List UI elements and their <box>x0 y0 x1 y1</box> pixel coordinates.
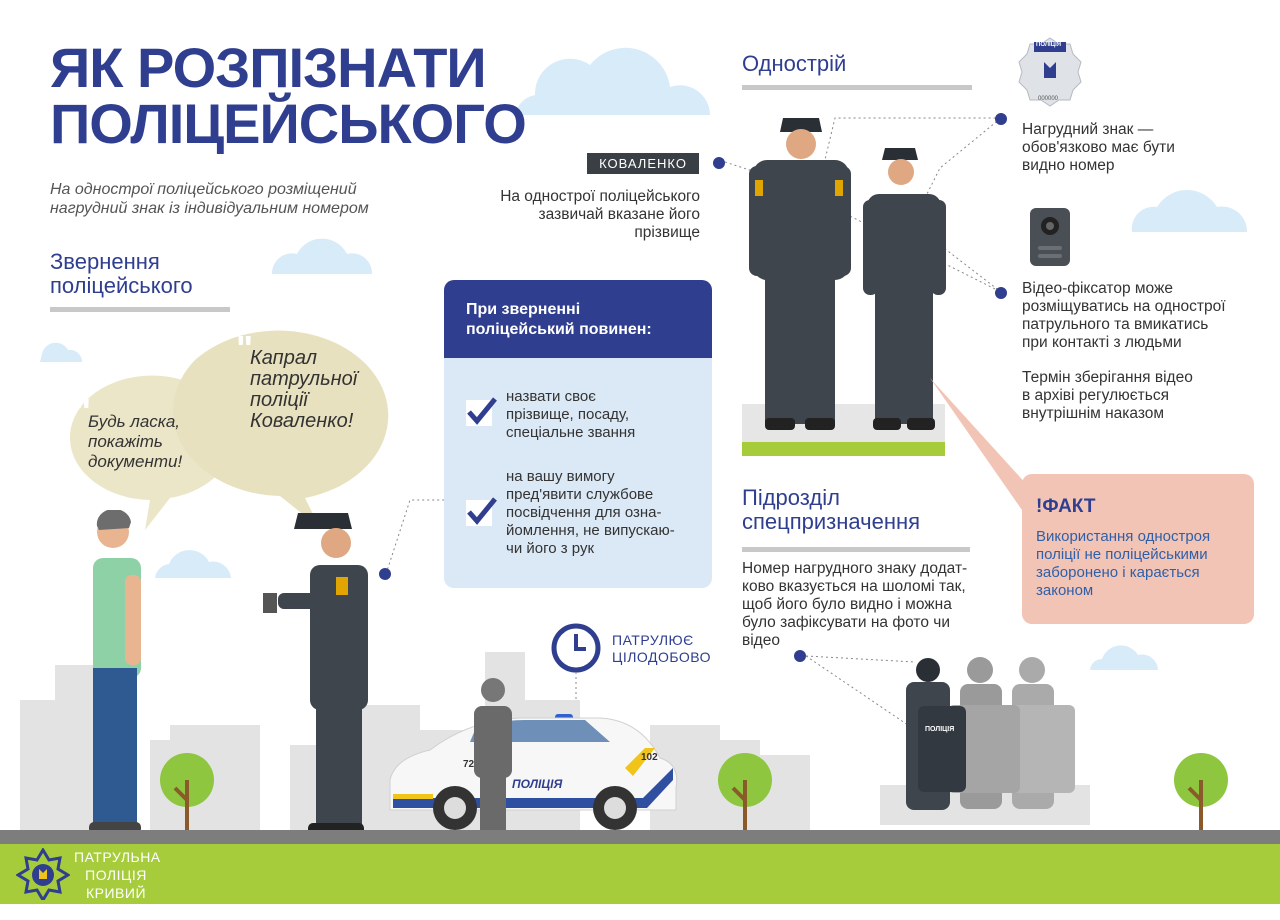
duty-1-line1: назвати своє <box>506 388 596 405</box>
duty-item-1 <box>506 388 702 442</box>
footer-line3: КРИВИЙ РІГ <box>85 885 147 919</box>
fact-pointer <box>928 376 1028 516</box>
police-star-logo-icon <box>16 848 70 900</box>
storage-note-line3: внутрішнім наказом <box>1022 405 1165 422</box>
tree-icon <box>1172 752 1230 832</box>
connector-line <box>380 490 450 580</box>
tree-icon <box>716 752 774 832</box>
special-note-line4: було зафіксувати на фото чи <box>742 614 950 631</box>
badge-note-line2: обов'язково має бути <box>1022 139 1175 156</box>
special-note-line1: Номер нагрудного знаку додат- <box>742 560 968 577</box>
citizen-figure <box>85 510 165 840</box>
ground-strip <box>0 830 1280 844</box>
badge-top-text: ПОЛІЦІЯ <box>1036 42 1062 48</box>
officer-line1: Капрал <box>250 347 317 369</box>
duties-panel-body <box>444 358 712 588</box>
fact-body <box>1036 528 1240 600</box>
patrol-label <box>612 632 711 666</box>
appeal-section-title <box>50 250 193 298</box>
duty-2-line5: чи його з рук <box>506 540 595 557</box>
panel-head-line1: При зверненні <box>466 301 581 318</box>
intro-text: На однострої поліцейського розміщений нагрудний знак із індивідуальним номером <box>50 181 369 217</box>
duty-1-line3: спеціальне звання <box>506 424 636 441</box>
patrol-line2: ЦІЛОДОБОВО <box>612 649 712 665</box>
shield-label: ПОЛІЦІЯ <box>925 726 955 733</box>
duty-item-2 <box>506 468 702 558</box>
fact-line2: поліції не поліцейськими <box>1036 546 1208 563</box>
checkbox-icon <box>466 500 492 526</box>
special-title-line2: спецпризначення <box>742 509 921 534</box>
duty-2-line1: на вашу вимогу <box>506 468 615 485</box>
car-number-left: 72 <box>463 759 475 770</box>
officer-line2: патрульної <box>250 368 358 390</box>
special-note <box>742 560 1002 650</box>
body-camera-icon <box>1028 206 1072 268</box>
special-note-line2: ково вказується на шоломі так, <box>742 578 966 595</box>
camera-note-line1: Відео-фіксатор може <box>1022 280 1173 297</box>
tree-icon <box>158 752 216 832</box>
camera-note-line3: патрульного та вмикатись <box>1022 316 1209 333</box>
uniform-section-title: Однострій <box>742 51 847 76</box>
footer-line2: ПОЛІЦІЯ <box>85 867 147 883</box>
page-title-line2: ПОЛІЦЕЙСЬКОГО <box>50 92 526 155</box>
car-label: ПОЛІЦІЯ <box>512 777 563 791</box>
camera-dot <box>995 287 1007 299</box>
officer-silhouette <box>468 676 518 836</box>
car-number-right: 102 <box>641 752 658 763</box>
appeal-title-line1: Звернення <box>50 249 160 274</box>
special-note-line5: відео <box>742 632 780 649</box>
page-title <box>50 36 526 155</box>
fact-line4: законом <box>1036 582 1094 599</box>
name-tag-dot <box>713 157 725 169</box>
badge-note-line1: Нагрудний знак — <box>1022 121 1154 138</box>
officer-line4: Коваленко! <box>250 410 354 432</box>
clock-icon <box>550 622 602 704</box>
officer-line3: поліції <box>250 389 308 411</box>
special-divider <box>742 547 970 552</box>
citizen-line2: покажіть <box>88 432 163 451</box>
duty-2-line3: посвідчення для озна- <box>506 504 662 521</box>
footer-text <box>74 848 161 920</box>
special-title-line1: Підрозділ <box>742 485 840 510</box>
duties-panel-header <box>444 280 712 358</box>
fact-box <box>1022 474 1254 624</box>
special-section-title <box>742 486 920 534</box>
fact-line1: Використання одностроя <box>1036 528 1211 545</box>
badge-dot <box>995 113 1007 125</box>
name-note <box>470 188 700 242</box>
special-unit-figures <box>800 650 1090 820</box>
duty-1-line2: прізвище, посаду, <box>506 406 630 423</box>
fact-title: !ФАКТ <box>1036 496 1096 517</box>
citizen-bubble-text <box>74 391 183 472</box>
footer-line1: ПАТРУЛЬНА <box>74 849 161 865</box>
camera-note-line2: розміщуватись на однострої <box>1022 298 1226 315</box>
footer <box>0 844 1280 904</box>
fact-line3: заборонено і карається <box>1036 564 1200 581</box>
storage-note-line1: Термін зберігання відео <box>1022 369 1193 386</box>
name-note-line2: зазвичай вказане його <box>538 206 700 223</box>
citizen-line1: Будь ласка, <box>88 412 180 431</box>
panel-head-line2: поліцейський повинен: <box>466 321 652 338</box>
storage-note-line2: в архіві регулюється <box>1022 387 1169 404</box>
checkbox-icon <box>466 400 492 426</box>
badge-note <box>1022 121 1252 175</box>
quote-icon: " <box>236 328 254 369</box>
patrol-line1: ПАТРУЛЮЄ <box>612 632 694 648</box>
officer-figure <box>258 505 378 840</box>
name-note-line3: прізвище <box>634 224 700 241</box>
badge-note-line3: видно номер <box>1022 157 1115 174</box>
name-tag: КОВАЛЕНКО <box>587 153 699 174</box>
badge-bottom-text: 000000 <box>1038 96 1059 102</box>
name-note-line1: На однострої поліцейського <box>500 188 700 205</box>
quote-icon: " <box>74 391 92 432</box>
camera-note-line4: при контакті з людьми <box>1022 334 1182 351</box>
police-car <box>385 710 680 835</box>
duty-2-line2: пред'явити службове <box>506 486 654 503</box>
uniform-divider <box>742 85 972 90</box>
connector-dot <box>379 568 391 580</box>
duty-2-line4: йомлення, не випускаю- <box>506 522 675 539</box>
camera-note <box>1022 280 1262 352</box>
special-note-line3: щоб його було видно і можна <box>742 596 952 613</box>
storage-note <box>1022 369 1262 423</box>
appeal-title-line2: поліцейського <box>50 273 193 298</box>
citizen-line3: документи! <box>88 452 183 471</box>
officer-bubble-text <box>236 328 358 432</box>
page-title-line1: ЯК РОЗПІЗНАТИ <box>50 36 486 99</box>
